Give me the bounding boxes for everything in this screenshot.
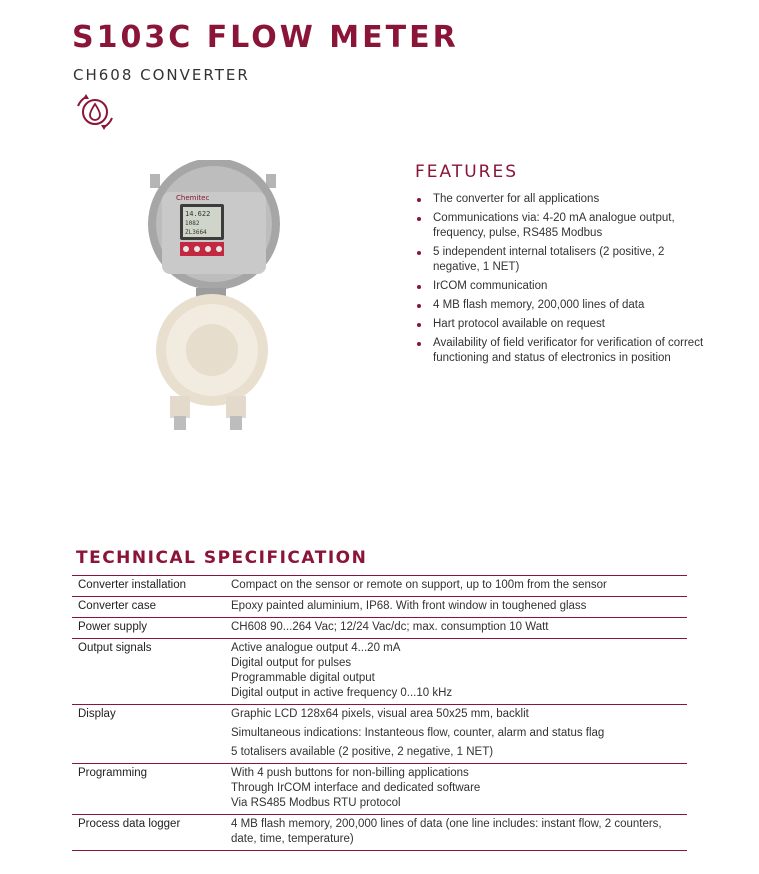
spec-value-line: Active analogue output 4...20 mA (231, 642, 401, 654)
spec-value-line: Simultaneous indications: Instanteous flow, counter, alarm and status flag (231, 727, 605, 739)
feature-item: 5 independent internal totalisers (2 positive, 2 negative, 1 NET) (415, 245, 705, 275)
feature-item: The converter for all applications (415, 192, 705, 207)
display-line-2: 1082 (185, 220, 200, 227)
flow-cycle-icon (72, 92, 118, 132)
spec-row (72, 639, 687, 705)
spec-label: Converter installation (72, 576, 225, 597)
spec-label: Converter case (72, 597, 225, 618)
spec-value-line: 4 MB flash memory, 200,000 lines of data (one line includes: instant flow, 2 counters, date, time, temperature) (231, 818, 662, 845)
spec-value-line: Digital output in active frequency 0...10 kHz (231, 687, 453, 699)
brand-label: Chemitec (176, 194, 210, 202)
spec-value (225, 815, 687, 851)
spec-row (72, 597, 687, 618)
spec-value-line: Programmable digital output (231, 672, 375, 684)
features-heading: FEATURES (415, 162, 519, 182)
features-list (415, 192, 705, 370)
feature-item: IrCOM communication (415, 279, 705, 294)
feature-item: Hart protocol available on request (415, 317, 705, 332)
spec-label: Output signals (72, 639, 225, 705)
spec-value-line: Epoxy painted aluminium, IP68. With front window in toughened glass (231, 600, 587, 612)
spec-table (72, 575, 687, 851)
page-title: S103C FLOW METER (72, 20, 459, 55)
spec-value-line: With 4 push buttons for non-billing applications (231, 767, 469, 779)
spec-value-line: Compact on the sensor or remote on support, up to 100m from the sensor (231, 579, 607, 591)
feature-item: Communications via: 4-20 mA analogue output, frequency, pulse, RS485 Modbus (415, 211, 705, 241)
spec-value-line: Via RS485 Modbus RTU protocol (231, 797, 401, 809)
spec-value (225, 639, 687, 705)
spec-label: Programming (72, 764, 225, 815)
flow-meter-image (130, 160, 290, 435)
spec-row (72, 576, 687, 597)
feature-item: Availability of field verificator for verification of correct functioning and status of electronics in position (415, 336, 705, 366)
spec-value (225, 576, 687, 597)
page-subtitle: CH608 CONVERTER (73, 66, 250, 84)
spec-row (72, 815, 687, 851)
spec-value (225, 705, 687, 764)
spec-row (72, 618, 687, 639)
spec-value (225, 764, 687, 815)
spec-value-line: Graphic LCD 128x64 pixels, visual area 50x25 mm, backlit (231, 708, 529, 720)
spec-row (72, 764, 687, 815)
display-line-3: ZL3664 (185, 229, 207, 236)
spec-label: Power supply (72, 618, 225, 639)
spec-value-line: Digital output for pulses (231, 657, 352, 669)
spec-value (225, 597, 687, 618)
spec-label: Display (72, 705, 225, 764)
spec-label: Process data logger (72, 815, 225, 851)
feature-item: 4 MB flash memory, 200,000 lines of data (415, 298, 705, 313)
spec-value-line: 5 totalisers available (2 positive, 2 negative, 1 NET) (231, 746, 494, 758)
spec-value (225, 618, 687, 639)
spec-value-line: CH608 90...264 Vac; 12/24 Vac/dc; max. consumption 10 Watt (231, 621, 549, 633)
spec-row (72, 705, 687, 764)
spec-value-line: Through IrCOM interface and dedicated software (231, 782, 481, 794)
display-line-1: 14.622 (185, 210, 211, 218)
spec-heading: TECHNICAL SPECIFICATION (76, 548, 368, 568)
